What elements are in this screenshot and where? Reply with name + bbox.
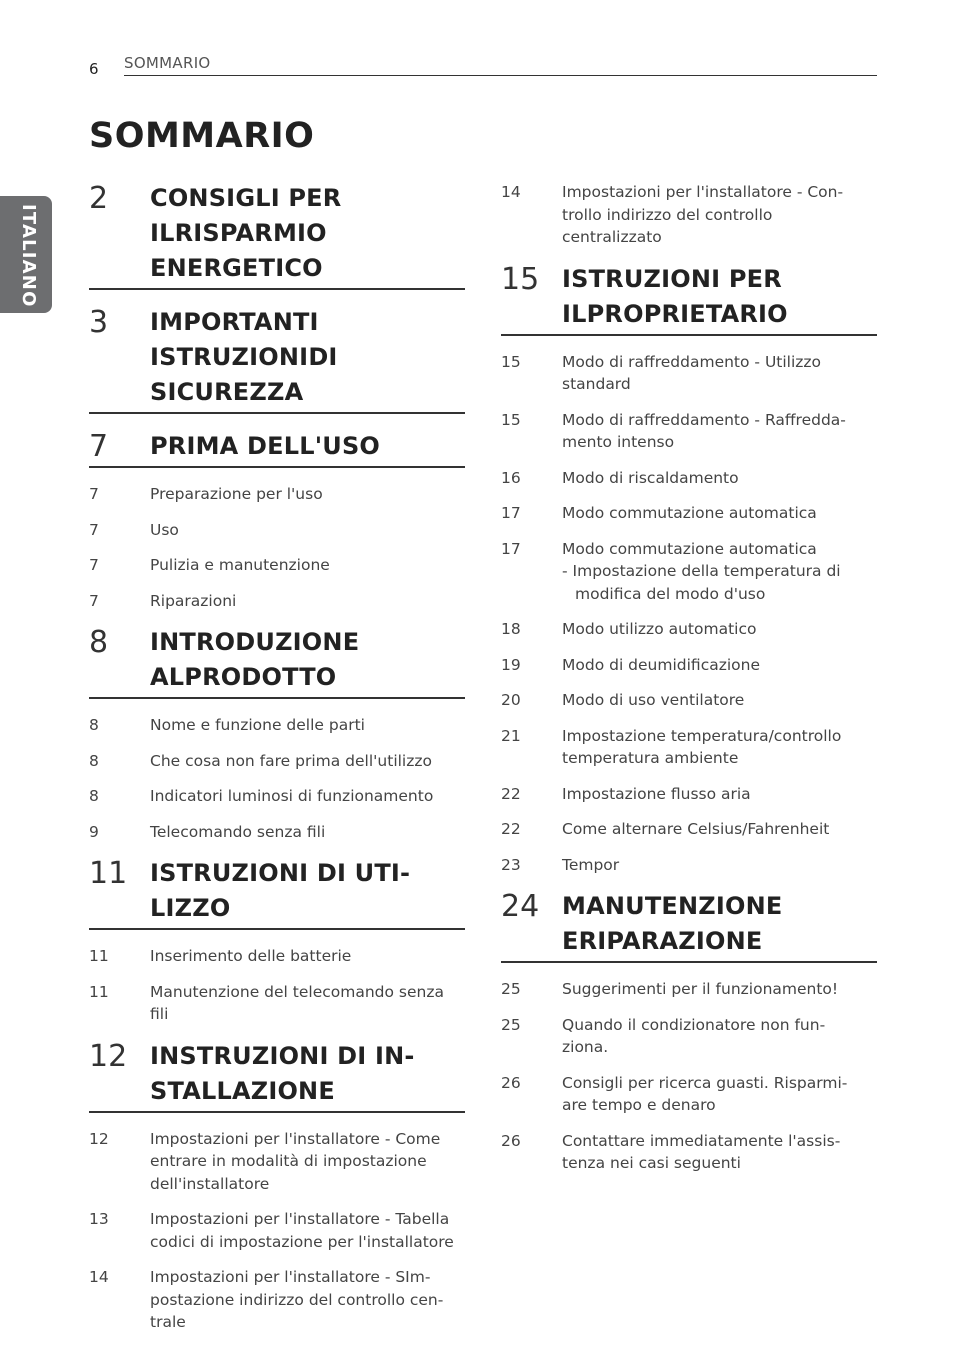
entry-page-number: 7 [89,591,99,610]
toc-entry [501,618,877,641]
toc-entry [501,783,877,806]
entry-text-line: Modo di deumidificazione [562,655,760,674]
toc-entry [89,945,465,968]
toc-entry [89,554,465,577]
toc-entry [501,1072,877,1117]
section-title-line: ISTRUZIONI PER IL [562,264,782,328]
entry-text-line: - Impostazione della temperatura di [562,562,841,580]
entry-text-line: Preparazione per l'uso [150,485,323,503]
toc-entry [501,351,877,396]
entry-page-number: 22 [501,820,521,838]
entry-page-number: 8 [89,787,99,805]
entry-text [562,467,877,490]
section-title-line: ISTRUZIONI DI UTI- [150,859,411,887]
toc-entry [501,654,877,677]
entry-text-line: fili [150,1005,169,1023]
entry-page-number: 14 [89,1268,109,1286]
entry-text [150,1128,465,1196]
toc-entry [89,1266,465,1334]
entry-text [562,725,877,770]
section-title [562,889,877,959]
entry-page-number: 11 [89,982,109,1001]
entry-text [150,1208,465,1253]
section-title-line: PRODOTTO [184,663,337,691]
entry-text-line: trollo indirizzo del controllo centralizzato [562,205,773,246]
toc-entry [89,981,465,1026]
entry-page-number: 7 [89,556,99,574]
section-title-line: PRIMA DELL'USO [150,432,381,460]
toc-entry [501,689,877,712]
entry-page-number: 22 [501,784,521,803]
toc-entry [501,181,877,249]
entry-text-line: Riparazioni [150,591,237,610]
toc-entry [501,818,877,841]
page-title: SOMMARIO [89,116,315,156]
entry-text-line: standard [562,375,631,393]
entry-text-line: trale [150,1313,186,1331]
entry-page-number: 20 [501,691,521,709]
running-title: SOMMARIO [124,54,211,72]
entry-page-number: 7 [89,485,99,503]
entry-page-number: 13 [89,1210,109,1228]
toc-section-heading [501,262,877,336]
entry-page-number: 11 [89,947,109,965]
entry-page-number: 23 [501,855,521,874]
entry-text-line: Impostazione temperatura/controllo [562,726,842,745]
section-title-line: MANUTENZIONE E [562,892,783,955]
entry-page-number: 18 [501,620,521,638]
entry-page-number: 16 [501,468,521,487]
entry-text [562,1072,877,1117]
entry-text-line: Impostazioni per l'installatore - Come [150,1129,441,1148]
entry-text-line: Uso [150,520,179,539]
entry-text-line: are tempo e denaro [562,1096,716,1114]
entry-text [150,750,465,773]
entry-page-number: 17 [501,539,521,558]
entry-page-number: 7 [89,520,99,539]
section-title-line: INTRODUZIONE AL [150,628,360,691]
entry-text [562,351,877,396]
entry-page-number: 8 [89,716,99,734]
entry-text [562,854,877,877]
toc-entry [501,1014,877,1059]
entry-text [562,181,877,249]
entry-text-line: Pulizia e manutenzione [150,556,330,574]
entry-text-line: Modo utilizzo automatico [562,620,757,638]
section-title-line: LIZZO [150,894,231,922]
entry-text [562,618,877,641]
entry-page-number: 19 [501,655,521,674]
section-title [150,181,465,286]
toc-entry [89,519,465,542]
toc-section-heading [89,429,465,468]
entry-text-line: Modo commutazione automatica [562,539,817,558]
entry-text [150,714,465,737]
entry-page-number: 17 [501,504,521,522]
entry-text-line: Modo commutazione automatica [562,504,817,522]
entry-text-line: mento intenso [562,433,675,451]
section-title-line: STALLAZIONE [150,1076,335,1105]
entry-text-line: Contattare immediatamente l'assis- [562,1131,841,1150]
toc-entry [501,409,877,454]
section-page-number: 11 [89,856,128,891]
toc-entry [89,590,465,613]
section-title-line: DI SICUREZZA [150,343,338,406]
section-title [150,305,465,410]
entry-page-number: 15 [501,410,521,429]
entry-text-line: Telecomando senza fili [150,822,326,841]
entry-text-line: Impostazioni per l'installatore - SIm- [150,1268,431,1286]
toc-section-heading [89,305,465,414]
toc-entry [501,978,877,1001]
language-tab [0,196,52,313]
entry-text [562,1130,877,1175]
toc-entry [89,1208,465,1253]
section-page-number: 8 [89,625,109,660]
entry-text-line: Indicatori luminosi di funzionamento [150,787,434,805]
entry-text [150,945,465,968]
entry-text-line: Nome e funzione delle parti [150,716,365,734]
entry-text [150,1266,465,1334]
entry-text-line: temperatura ambiente [562,749,739,767]
section-title [150,625,465,695]
section-page-number: 15 [501,261,540,297]
section-page-number: 24 [501,889,540,924]
entry-text [562,818,877,841]
entry-text-line: codici di impostazione per l'installatore [150,1232,454,1251]
entry-page-number: 21 [501,726,521,745]
page-number: 6 [89,60,99,78]
toc-entry [89,750,465,773]
entry-text-line: Modo di uso ventilatore [562,691,745,709]
toc-entry [501,1130,877,1175]
section-page-number: 3 [89,305,109,340]
language-tab-label: ITALIANO [18,204,39,308]
toc-entry [501,467,877,490]
entry-text [150,554,465,577]
entry-text-line: dell'installatore [150,1174,270,1193]
entry-text [562,978,877,1001]
toc-section-heading [89,1039,465,1113]
entry-text [562,1014,877,1059]
entry-text [562,689,877,712]
section-page-number: 7 [89,429,109,464]
entry-text [150,590,465,613]
entry-page-number: 15 [501,352,521,371]
entry-text-line: Modo di raffreddamento - Raffredda- [562,410,846,429]
entry-text-line: Suggerimenti per il funzionamento! [562,980,839,998]
entry-text [150,981,465,1026]
entry-text-line: postazione indirizzo del controllo cen- [150,1290,444,1309]
entry-page-number: 25 [501,1015,521,1034]
entry-text-line: Impostazione flusso aria [562,784,751,803]
entry-text-line: modifica del modo d'uso [575,584,766,603]
entry-page-number: 9 [89,822,99,841]
entry-text [150,519,465,542]
entry-text-line: Che cosa non fare prima dell'utilizzo [150,751,432,770]
toc-entry [501,725,877,770]
entry-text-line: entrare in modalità di impostazione [150,1152,427,1170]
entry-page-number: 14 [501,183,521,201]
toc-entry [89,785,465,808]
entry-text [150,821,465,844]
entry-text-line: Modo di riscaldamento [562,468,739,487]
entry-text [150,785,465,808]
entry-text-line: tenza nei casi seguenti [562,1154,741,1172]
entry-text-line: Inserimento delle batterie [150,947,352,965]
entry-text-line: Quando il condizionatore non fun- [562,1015,826,1034]
section-page-number: 12 [89,1038,128,1074]
toc-entry [89,821,465,844]
toc-entry [501,538,877,606]
toc-column-right [501,181,877,1188]
section-title-line: RISPARMIO ENERGETICO [150,219,327,282]
toc-entry [501,502,877,525]
entry-text-line: Tempor [562,855,620,874]
section-page-number: 2 [89,181,109,216]
section-title-line: IMPORTANTI ISTRUZIONI [150,308,319,371]
section-title-line: CONSIGLI PER IL [150,184,342,247]
section-title [150,429,465,464]
entry-text [562,783,877,806]
page-header [89,52,877,78]
entry-text-line: Modo di raffreddamento - Utilizzo [562,352,822,371]
section-title [562,262,877,332]
entry-page-number: 26 [501,1073,521,1092]
toc-entry [89,483,465,506]
entry-page-number: 12 [89,1129,109,1148]
entry-page-number: 25 [501,980,521,998]
entry-text-line: Consigli per ricerca guasti. Risparmi- [562,1073,848,1092]
toc-column-left [89,181,465,1347]
entry-text [562,538,877,606]
toc-section-heading [501,889,877,963]
entry-text-line: Impostazioni per l'installatore - Tabella [150,1210,450,1228]
header-rule [124,75,877,76]
section-title-line: RIPARAZIONE [578,927,763,955]
entry-text [562,409,877,454]
section-title [150,1039,465,1109]
toc-entry [89,1128,465,1196]
entry-page-number: 26 [501,1131,521,1150]
entry-text [562,654,877,677]
entry-text-line: Impostazioni per l'installatore - Con- [562,183,844,201]
entry-text-line: Manutenzione del telecomando senza [150,982,444,1001]
section-title-line: INSTRUZIONI DI IN- [150,1041,415,1070]
section-title [150,856,465,926]
entry-text [150,483,465,506]
entry-text [562,502,877,525]
entry-page-number: 8 [89,751,99,770]
entry-text-line: ziona. [562,1038,609,1056]
section-title-line: PROPRIETARIO [586,299,788,328]
toc-section-heading [89,625,465,699]
toc-section-heading [89,181,465,290]
toc-entry [501,854,877,877]
toc-section-heading [89,856,465,930]
toc-entry [89,714,465,737]
entry-text-line: Come alternare Celsius/Fahrenheit [562,820,830,838]
